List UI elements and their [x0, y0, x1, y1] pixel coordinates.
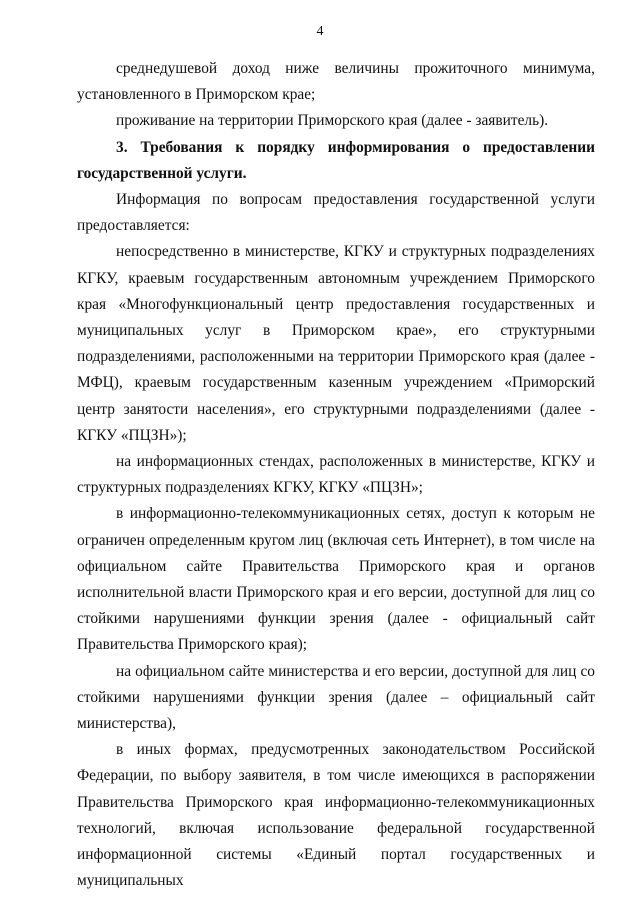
paragraph-residence: проживание на территории Приморского края (далее - заявитель). [116, 112, 549, 130]
document-body [77, 56, 595, 895]
paragraph-income: среднедушевой доход ниже величины прожиточного минимума, установленного в Приморском крае; [77, 60, 595, 104]
paragraph-other-forms: в иных формах, предусмотренных законодательством Российской Федерации, по выбору заявителя, в том числе имеющихся в распоряжении Правительства Приморского края информационно-телекоммуникационных технологий, включая использование федеральной государственной информационной системы «Единый портал государственных и муниципальных [77, 741, 595, 890]
paragraph-direct: непосредственно в министерстве, КГКУ и структурных подразделениях КГКУ, краевым государственным автономным учреждением Приморского края «Многофункциональный центр предоставления государственных и муниципальных услуг в Приморском крае», его структурными подразделениями, расположенными на территории Приморского края (далее - МФЦ), краевым государственным казенным учреждением «Приморский центр занятости населения», его структурными подразделениями (далее - КГКУ «ПЦЗН»); [77, 243, 595, 444]
paragraph-ministry-site: на официальном сайте министерства и его версии, доступной для лиц со стойкими нарушениями функции зрения (далее – официальный сайт министерства), [77, 662, 595, 733]
page-number: 4 [316, 24, 324, 39]
section-heading: 3. Требования к порядку информирования о предоставлении государственной услуги. [77, 138, 595, 182]
paragraph-stands: на информационных стендах, расположенных в министерстве, КГКУ и структурных подразделениях КГКУ, КГКУ «ПЦЗН»; [77, 453, 595, 497]
paragraph-info-intro: Информация по вопросам предоставления государственной услуги предоставляется: [77, 191, 595, 235]
paragraph-networks: в информационно-телекоммуникационных сетях, доступ к которым не ограничен определенным кругом лиц (включая сеть Интернет), в том числе на официальном сайте Правительства Приморского края и органов исполнительной власти Приморского края и его версии, доступной для лиц со стойкими нарушениями функции зрения (далее - официальный сайт Правительства Приморского края); [77, 505, 595, 654]
